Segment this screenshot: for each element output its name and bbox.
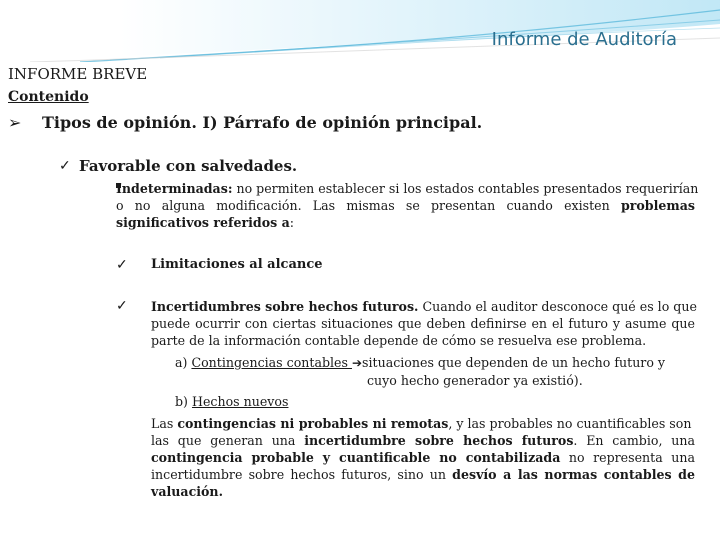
section-label: Contenido <box>8 89 89 105</box>
final-l5-b: valuación. <box>151 484 223 499</box>
check-bullet-icon: ✓ <box>59 158 71 174</box>
incertidumbres-label: Incertidumbres sobre hechos futuros. <box>151 299 419 314</box>
indeterminadas-line3-bold: significativos referidos a <box>116 215 290 230</box>
indeterminadas-label: Indeterminadas: <box>116 181 233 196</box>
hechos-nuevos-label: Hechos nuevos <box>191 394 289 409</box>
contingencias-line <box>175 355 665 370</box>
right-arrow-icon: ➔ <box>351 356 363 370</box>
hechos-nuevos-prefix: b) <box>175 394 192 409</box>
final-l1-a: Las <box>151 416 178 431</box>
final-l3-b: contingencia probable y cuantificable no contabilizada <box>151 450 561 465</box>
indeterminadas-line2-bold: problemas <box>620 198 695 213</box>
slide-title: Informe de Auditoría <box>491 29 677 50</box>
document-heading: INFORME BREVE <box>8 65 148 83</box>
final-paragraph <box>151 415 695 500</box>
incertidumbres-line2: puede ocurrir con ciertas situaciones que deben definirse en el futuro y asume que <box>151 316 695 331</box>
main-point: Tipos de opinión. I) Párrafo de opinión principal. <box>42 113 483 132</box>
incertidumbres-line1: Cuando el auditor desconoce qué es lo que <box>418 299 697 314</box>
indeterminadas-line1: no permiten establecer si los estados contables presentados requerirían <box>232 181 699 196</box>
limitaciones-item: Limitaciones al alcance <box>151 257 323 272</box>
indeterminadas-paragraph <box>116 180 699 231</box>
incertidumbres-paragraph <box>151 298 695 349</box>
hechos-nuevos-line <box>175 394 288 409</box>
final-l1-c: , y las probables no cuantificables son <box>448 416 692 431</box>
check-bullet-icon: ✓ <box>116 298 128 314</box>
final-l2-a: las que generan una <box>151 433 305 448</box>
contingencias-prefix: a) <box>175 355 192 370</box>
indeterminadas-line3: : <box>289 215 294 230</box>
arrow-bullet-icon: ➢ <box>8 113 22 132</box>
sub-point: Favorable con salvedades. <box>79 157 298 175</box>
final-l3-c: no representa una <box>560 450 695 465</box>
final-l4-a: incertidumbre sobre hechos futuros, sino un <box>151 467 453 482</box>
incertidumbres-line3: parte de la información contable depende de cómo se resuelva ese problema. <box>151 333 647 348</box>
check-bullet-icon: ✓ <box>116 257 128 273</box>
contingencias-rest: situaciones que dependen de un hecho futuro y <box>362 355 666 370</box>
final-l1-b: contingencias ni probables ni remotas <box>177 416 449 431</box>
contingencias-label: Contingencias contables <box>191 355 352 370</box>
final-l2-b: incertidumbre sobre hechos futuros <box>304 433 574 448</box>
indeterminadas-line2: o no alguna modificación. Las mismas se presentan cuando existen <box>116 198 621 213</box>
final-l4-b: desvío a las normas contables de <box>452 467 695 482</box>
contingencias-line2: cuyo hecho generador ya existió). <box>367 373 583 388</box>
final-l2-c: . En cambio, una <box>573 433 695 448</box>
